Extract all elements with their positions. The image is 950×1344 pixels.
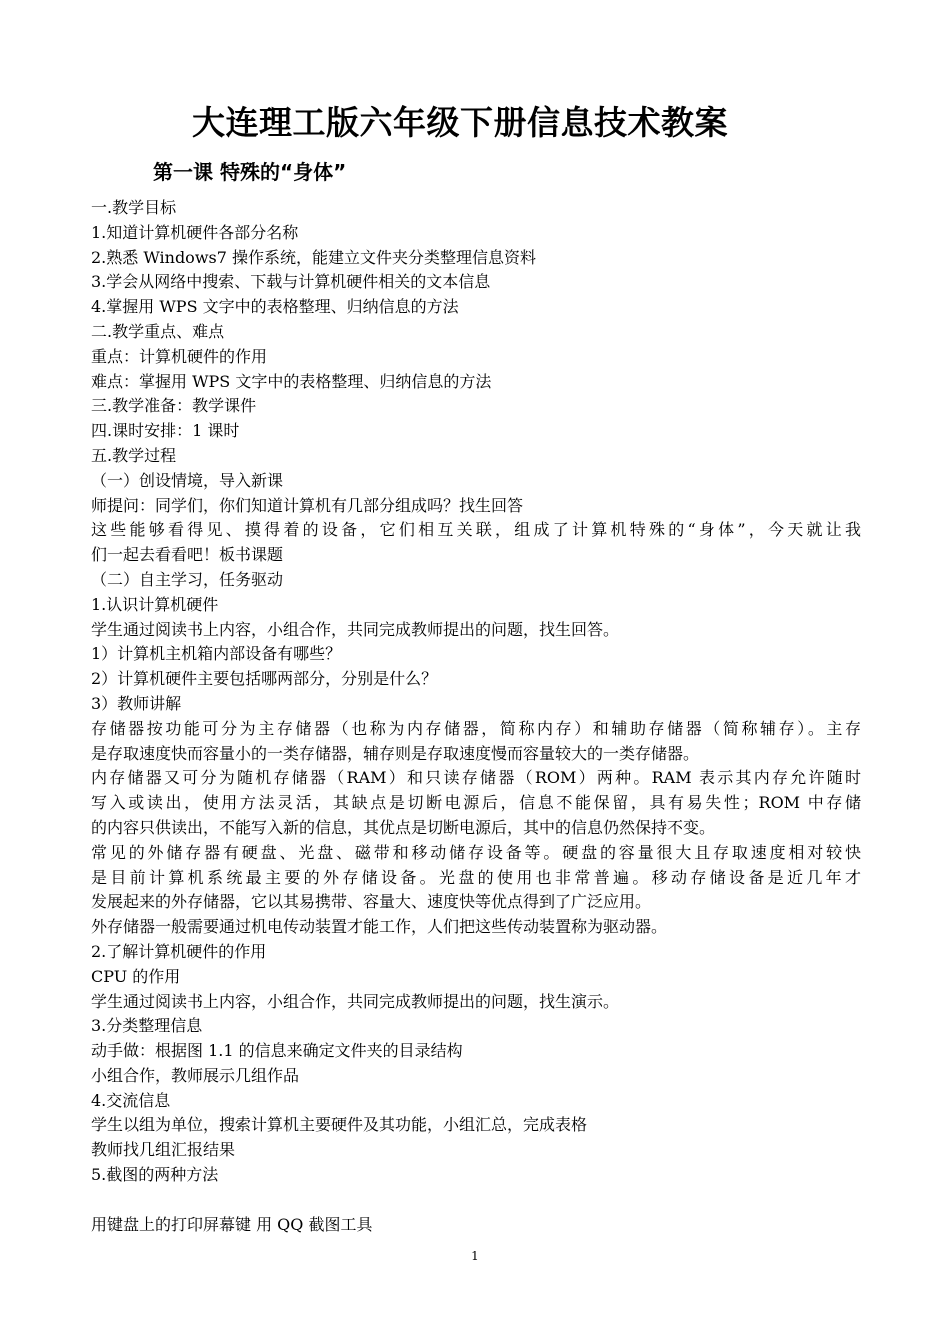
objective-item: 4.掌握用 WPS 文字中的表格整理、归纳信息的方法 xyxy=(91,297,459,317)
section-heading-objectives: 一.教学目标 xyxy=(91,198,177,217)
paragraph-line: 常见的外储存器有硬盘、光盘、磁带和移动储存设备等。硬盘的容量很大且存取速度相对较快 xyxy=(91,842,861,862)
paragraph-line: 用键盘上的打印屏幕键 用 QQ 截图工具 xyxy=(91,1214,373,1234)
task-heading: 1.认识计算机硬件 xyxy=(91,594,219,614)
paragraph-line: 存储器按功能可分为主存储器（也称为内存储器，简称内存）和辅助存储器（简称辅存）。主存 xyxy=(91,718,861,738)
paragraph-line: 小组合作，教师展示几组作品 xyxy=(91,1065,300,1085)
document-body xyxy=(91,196,861,1237)
task-heading: 5.截图的两种方法 xyxy=(91,1165,219,1185)
paragraph-line: 们一起去看看吧！板书课题 xyxy=(91,545,284,565)
task-heading: 4.交流信息 xyxy=(91,1090,171,1110)
paragraph-line: 学生通过阅读书上内容，小组合作，共同完成教师提出的问题，找生演示。 xyxy=(91,991,620,1011)
paragraph-line: 是存取速度快而容量小的一类存储器，辅存则是存取速度慢而容量较大的一类存储器。 xyxy=(91,743,700,763)
task-heading: 2.了解计算机硬件的作用 xyxy=(91,941,267,961)
paragraph-line: 学生以组为单位，搜索计算机主要硬件及其功能，小组汇总，完成表格 xyxy=(91,1115,588,1135)
objective-item: 3.学会从网络中搜索、下载与计算机硬件相关的文本信息 xyxy=(91,272,491,292)
paragraph-line: CPU 的作用 xyxy=(91,966,181,986)
section-heading-preparation: 三.教学准备：教学课件 xyxy=(91,396,257,416)
subsection-heading: （一）创设情境，导入新课 xyxy=(91,470,284,490)
section-heading-process: 五.教学过程 xyxy=(91,445,177,465)
lesson-title: 第一课 特殊的“身体” xyxy=(153,160,347,184)
page-number: 1 xyxy=(471,1249,479,1263)
blank-line xyxy=(91,1188,861,1213)
question-item: 2）计算机硬件主要包括哪两部分，分别是什么？ xyxy=(91,669,438,689)
subsection-heading: （二）自主学习，任务驱动 xyxy=(91,569,284,589)
task-heading: 3.分类整理信息 xyxy=(91,1016,203,1036)
section-heading-key-points: 二.教学重点、难点 xyxy=(91,321,225,341)
paragraph-line: 外存储器一般需要通过机电传动装置才能工作，人们把这些传动装置称为驱动器。 xyxy=(91,917,668,937)
key-point-text: 重点：计算机硬件的作用 xyxy=(91,346,268,366)
paragraph-line: 动手做：根据图 1.1 的信息来确定文件夹的目录结构 xyxy=(91,1041,463,1061)
paragraph-line: 写入或读出，使用方法灵活，其缺点是切断电源后，信息不能保留，具有易失性；ROM 中存储 xyxy=(91,793,861,813)
paragraph-line: 这些能够看得见、摸得着的设备，它们相互关联，组成了计算机特殊的“身体”，今天就让我 xyxy=(91,520,861,540)
question-item: 1）计算机主机箱内部设备有哪些？ xyxy=(91,644,342,664)
difficulty-text: 难点：掌握用 WPS 文字中的表格整理、归纳信息的方法 xyxy=(91,371,492,391)
paragraph-line: 发展起来的外存储器，它以其易携带、容量大、速度快等优点得到了广泛应用。 xyxy=(91,892,652,912)
paragraph-line: 的内容只供读出，不能写入新的信息，其优点是切断电源后，其中的信息仍然保持不变。 xyxy=(91,817,716,837)
paragraph-line: 是目前计算机系统最主要的外存储设备。光盘的使用也非常普遍。移动存储设备是近几年才 xyxy=(91,867,861,887)
section-heading-schedule: 四.课时安排：1 课时 xyxy=(91,421,240,441)
paragraph-line: 内存储器又可分为随机存储器（RAM）和只读存储器（ROM）两种。RAM 表示其内存允许随时 xyxy=(91,768,861,788)
paragraph-line: 学生通过阅读书上内容，小组合作，共同完成教师提出的问题，找生回答。 xyxy=(91,619,620,639)
objective-item: 2.熟悉 Windows7 操作系统，能建立文件夹分类整理信息资料 xyxy=(91,247,536,267)
paragraph-line: 教师找几组汇报结果 xyxy=(91,1140,236,1160)
paragraph-line: 师提问：同学们，你们知道计算机有几部分组成吗？找生回答 xyxy=(91,495,524,515)
document-title: 大连理工版六年级下册信息技术教案 xyxy=(192,103,728,142)
question-item: 3）教师讲解 xyxy=(91,693,182,713)
objective-item: 1.知道计算机硬件各部分名称 xyxy=(91,222,299,242)
